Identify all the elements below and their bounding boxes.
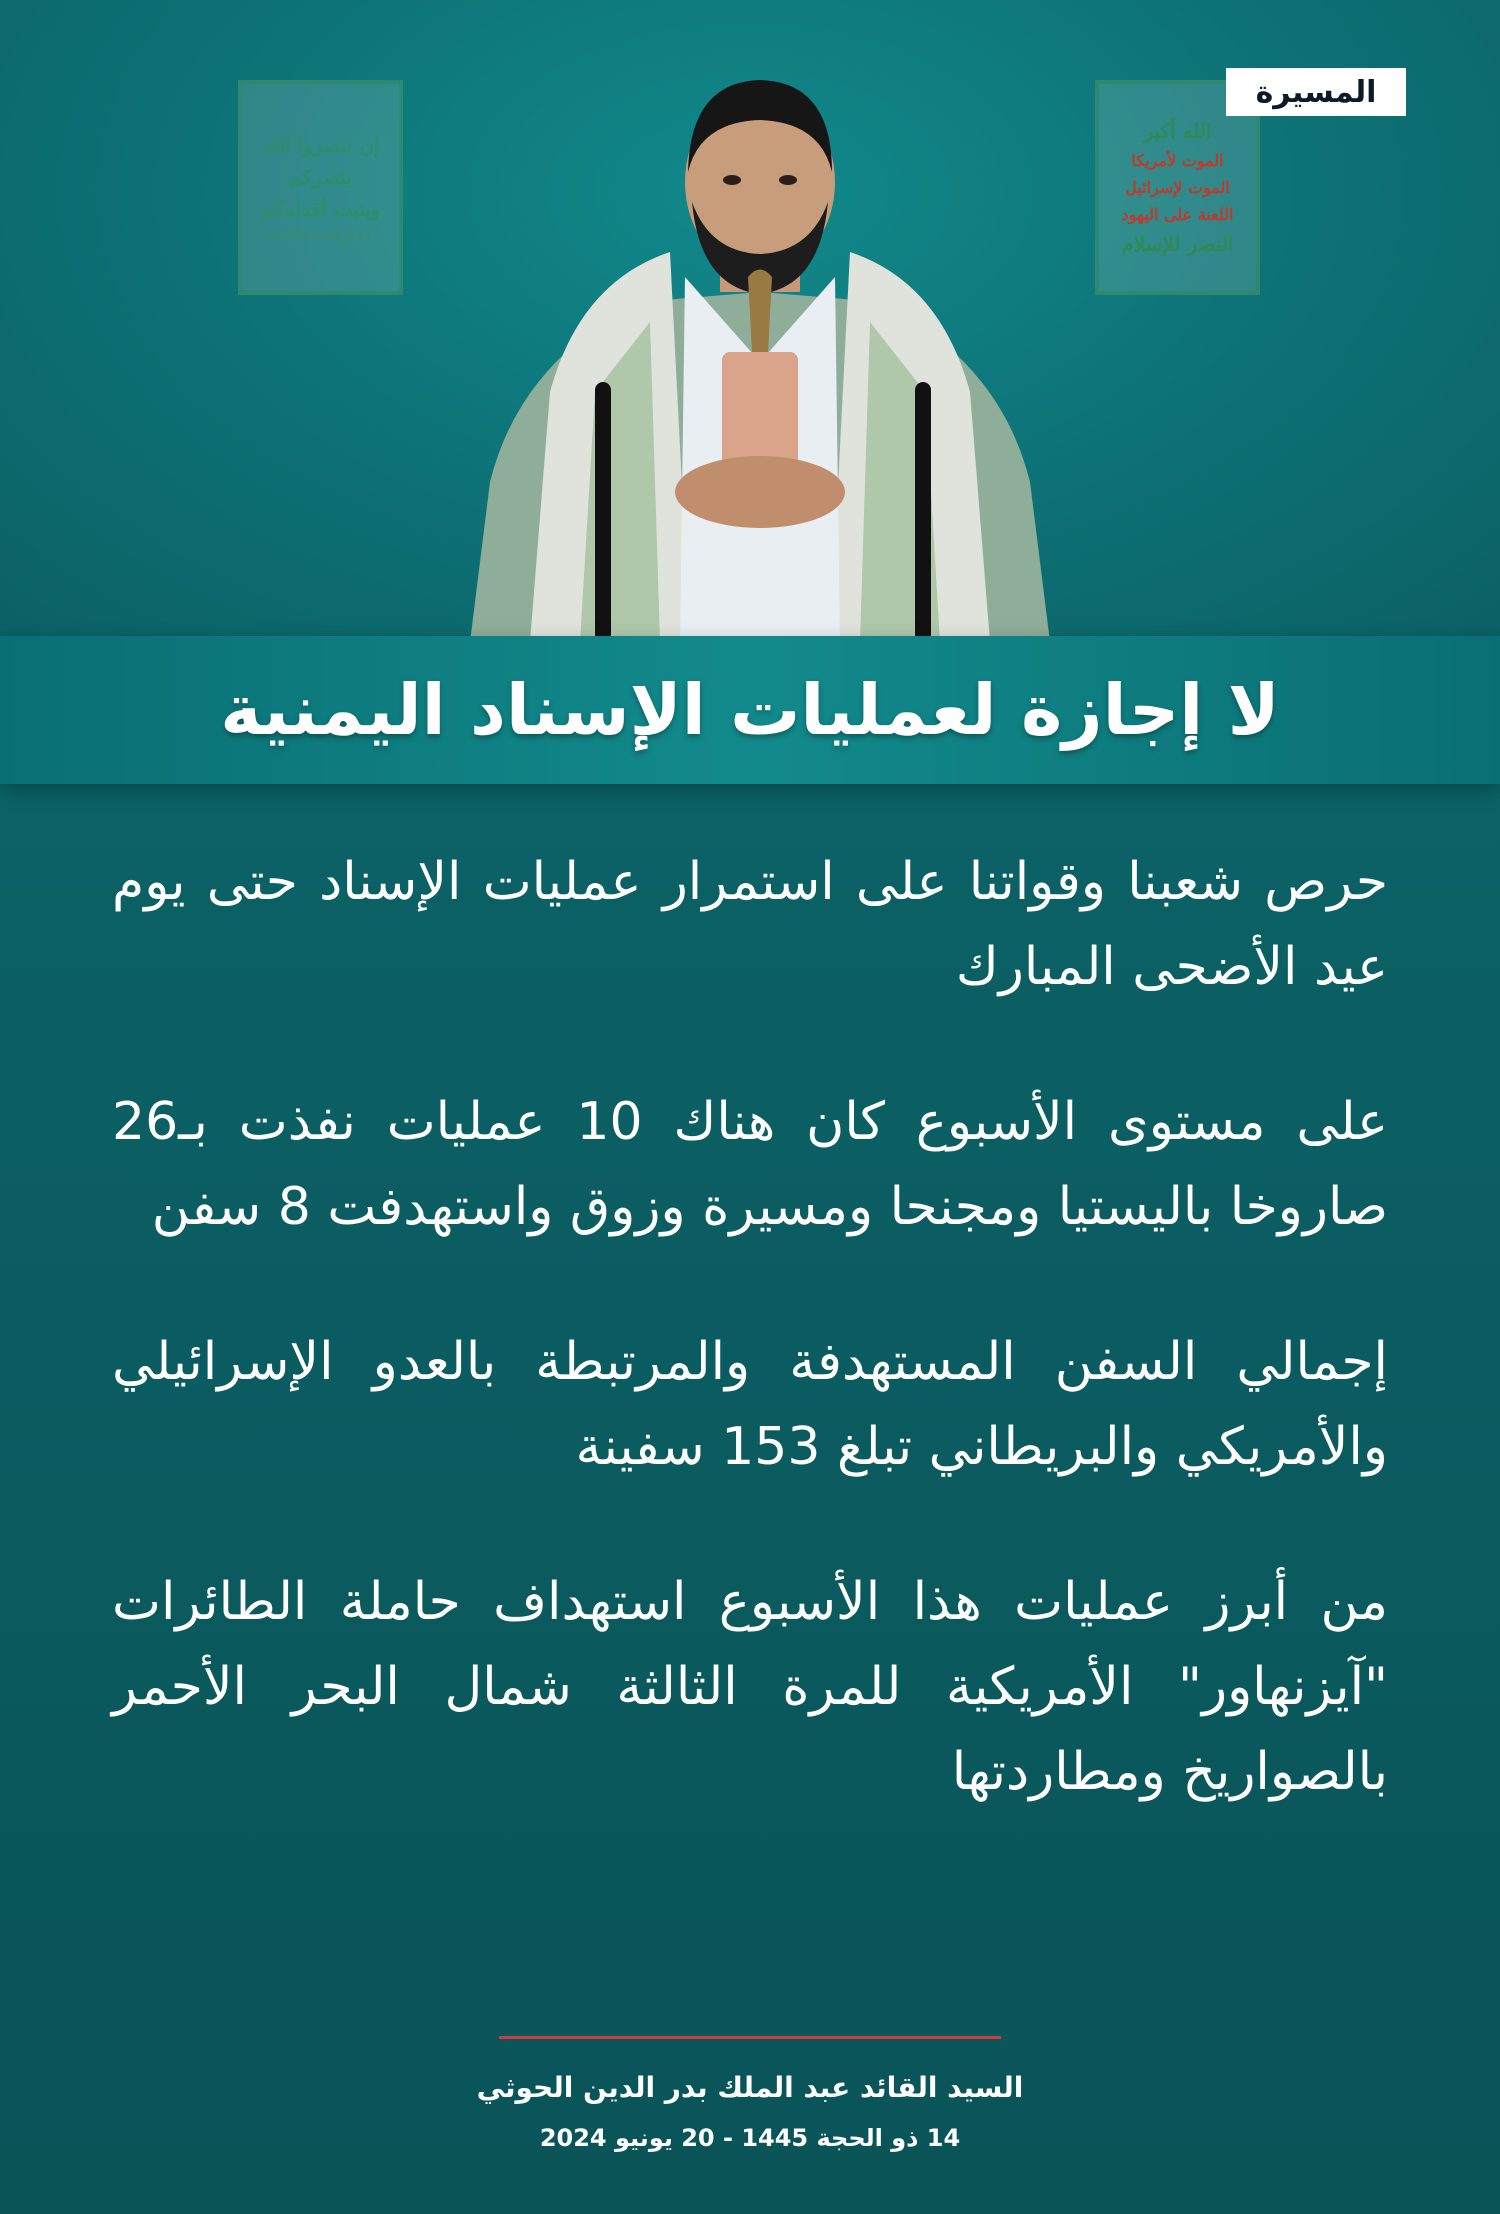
almasirah-logo — [1226, 68, 1406, 116]
left-banner-line-1: إن تنصروا الله — [261, 132, 380, 157]
speaker-portrait — [460, 62, 1060, 640]
speaker-signature: السيد القائد عبد الملك بدر الدين الحوثي — [476, 2071, 1024, 2104]
left-banner-line-3: ويثبت أقدامكم — [260, 196, 381, 221]
left-banner — [238, 80, 403, 295]
slogan-line-4: اللعنة على اليهود — [1121, 205, 1234, 225]
paragraph-1: حرص شعبنا وقواتنا على استمرار عمليات الإسناد حتى يوم عيد الأضحى المبارك — [112, 852, 1388, 997]
logo-text: المسيرة — [1255, 74, 1377, 110]
title-band — [0, 636, 1500, 784]
footer-date: 14 ذو الحجة 1445 - 20 يونيو 2024 — [539, 2124, 961, 2152]
paragraph-4: من أبرز عمليات هذا الأسبوع استهداف حاملة الطائرات "آيزنهاور" الأمريكية للمرة الثالثة شمال البحر الأحمر بالصواريخ ومطاردتها — [112, 1572, 1388, 1802]
slogan-line-5: النصر للإسلام — [1121, 232, 1234, 257]
slogan-line-3: الموت لإسرائيل — [1125, 177, 1230, 197]
left-banner-line-2: ينصركم — [289, 164, 352, 189]
statement-body — [112, 840, 1388, 1885]
header-photo-area — [0, 0, 1500, 640]
left-banner-date: 14 ذو الحجة 1445هـ — [268, 228, 373, 242]
paragraph-2: على مستوى الأسبوع كان هناك 10 عمليات نفذت بـ26 صاروخا باليستيا ومجنحا ومسيرة وزوق واستهدفت 8 سفن — [112, 1092, 1388, 1237]
footer-divider — [499, 2036, 1001, 2039]
footer — [0, 2036, 1500, 2152]
paragraph-3: إجمالي السفن المستهدفة والمرتبطة بالعدو الإسرائيلي والأمريكي والبريطاني تبلغ 153 سفينة — [112, 1332, 1388, 1477]
page-title: لا إجازة لعمليات الإسناد اليمنية — [220, 669, 1280, 751]
slogan-line-1: الله أكبر — [1143, 118, 1212, 143]
slogan-line-2: الموت لأمريكا — [1131, 150, 1224, 170]
